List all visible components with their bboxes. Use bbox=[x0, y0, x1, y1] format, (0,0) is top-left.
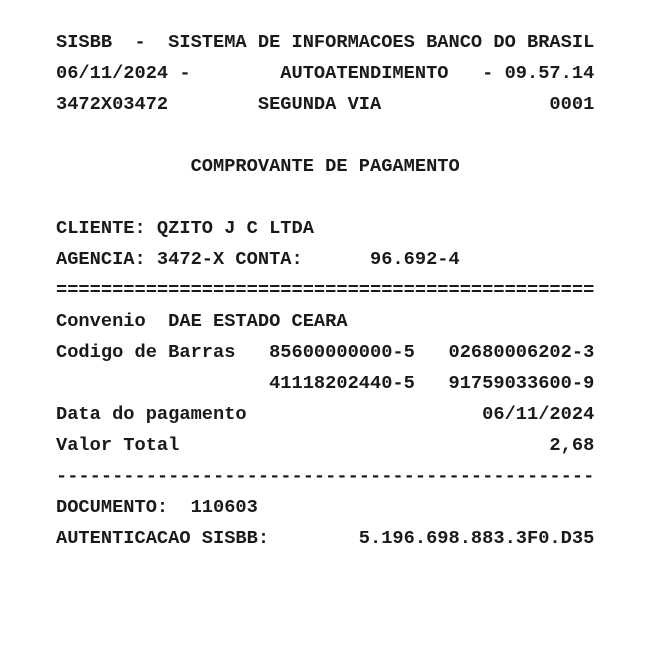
payment-date-line: Data do pagamento 06/11/2024 bbox=[56, 403, 595, 425]
client-name-line: CLIENTE: QZITO J C LTDA bbox=[56, 217, 314, 239]
barcode-line-1: Codigo de Barras 85600000000-5 02680006202-3 bbox=[56, 341, 595, 363]
header-session-line: 06/11/2024 - AUTOATENDIMENTO - 09.57.14 bbox=[56, 62, 595, 84]
spacer-row bbox=[56, 120, 657, 151]
receipt-title: COMPROVANTE DE PAGAMENTO bbox=[56, 155, 460, 177]
document-number-line: DOCUMENTO: 110603 bbox=[56, 496, 258, 518]
agency-account-line: AGENCIA: 3472-X CONTA: 96.692-4 bbox=[56, 248, 460, 270]
separator-equals: ================================================ bbox=[56, 279, 595, 301]
header-branch-line: 3472X03472 SEGUNDA VIA 0001 bbox=[56, 93, 595, 115]
separator-dashes: ------------------------------------------------ bbox=[56, 465, 595, 487]
spacer-row bbox=[56, 182, 657, 213]
barcode-line-2: 41118202440-5 91759033600-9 bbox=[56, 372, 595, 394]
authentication-line: AUTENTICACAO SISBB: 5.196.698.883.3F0.D35 bbox=[56, 527, 595, 549]
total-value-line: Valor Total 2,68 bbox=[56, 434, 595, 456]
convenio-line: Convenio DAE ESTADO CEARA bbox=[56, 310, 348, 332]
header-system-line: SISBB - SISTEMA DE INFORMACOES BANCO DO BRASIL bbox=[56, 31, 595, 53]
